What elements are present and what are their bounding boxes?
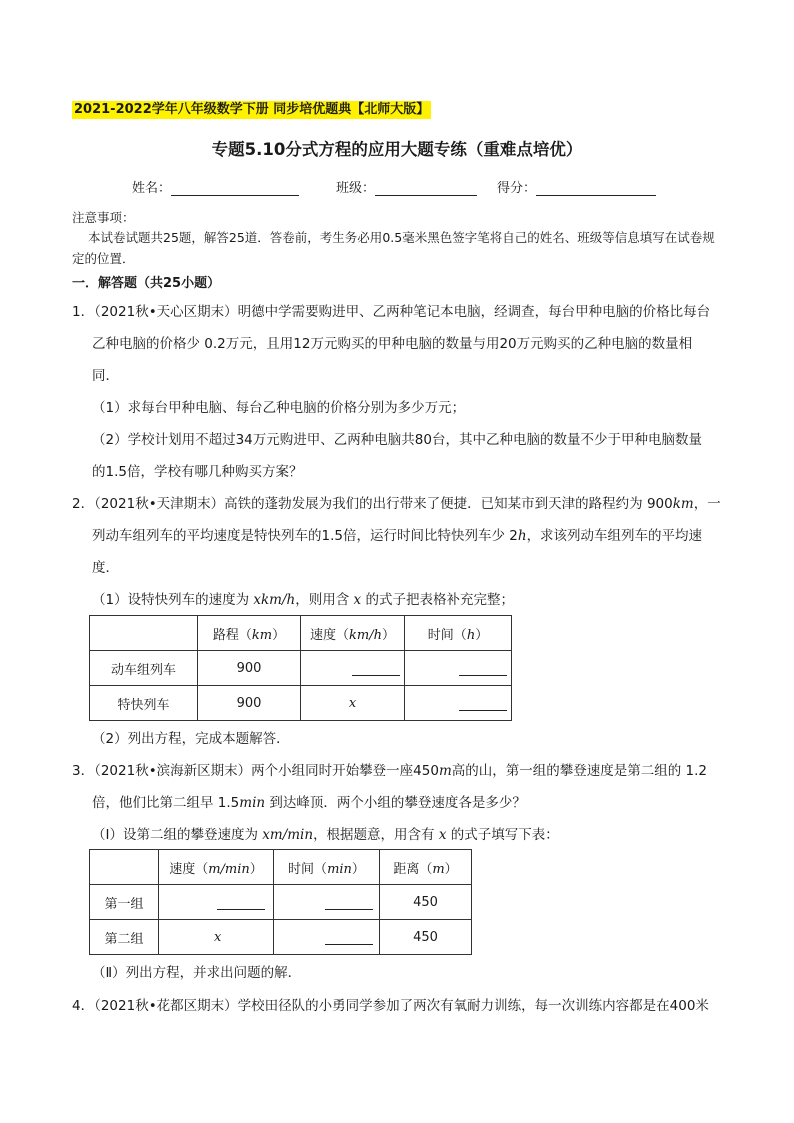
table-cell-speed: x xyxy=(301,686,405,721)
q2-unit-km: km xyxy=(672,496,694,512)
section-heading: 一．解答题（共25小题） xyxy=(72,276,221,291)
q3-sub1-end: 的式子填写下表： xyxy=(446,827,559,843)
q3-x: x xyxy=(438,827,447,843)
q2-sub2: （2）列出方程，完成本题解答． xyxy=(92,731,290,747)
table-header-speed: 速度（km/h） xyxy=(301,616,405,651)
table-cell-label: 第一组 xyxy=(90,885,159,920)
q3-sub2: （Ⅱ）列出方程，并求出问题的解． xyxy=(92,965,302,981)
q2-table xyxy=(89,615,512,721)
q2-line2 xyxy=(92,526,702,546)
q3-sub1-mid: ，根据题意，用含有 xyxy=(313,827,439,843)
series-title: 2021-2022学年八年级数学下册 同步培优题典【北师大版】 xyxy=(74,102,430,117)
table-cell-speed: x xyxy=(159,920,274,955)
answer-blank xyxy=(459,699,507,711)
q3-line2-end: 到达峰顶．两个小组的攀登速度各是多少？ xyxy=(265,795,526,811)
q3-unit-min: min xyxy=(239,795,266,811)
q1-line1: 1．（2021秋•天心区期末）明德中学需要购进甲、乙两种笔记本电脑，经调查，每台甲种电脑的价格比每台 xyxy=(72,304,711,320)
q3-table xyxy=(89,849,472,955)
q4-line1: 4．（2021秋•花都区期末）学校田径队的小勇同学参加了两次有氧耐力训练，每一次训练内容都是在400米 xyxy=(72,998,709,1014)
q3-unit-m: m xyxy=(438,763,452,779)
q2-line1 xyxy=(72,494,721,514)
q2-line1-text: 2．（2021秋•天津期末）高铁的蓬勃发展为我们的出行带来了便捷．已知某市到天津的路程约为 900 xyxy=(72,496,673,512)
table-row xyxy=(90,885,472,920)
score-field xyxy=(497,177,656,196)
notice-heading: 注意事项： xyxy=(72,210,135,225)
table-cell-blank xyxy=(159,885,274,920)
table-cell-distance: 450 xyxy=(380,920,472,955)
table-cell xyxy=(90,616,198,651)
q3-line2-text: 倍，他们比第二组早 1.5 xyxy=(92,795,240,811)
table-cell-route: 900 xyxy=(198,686,301,721)
q2-x: x xyxy=(353,592,362,608)
q1-sub2a: （2）学校计划用不超过34万元购进甲、乙两种电脑共80台，其中乙种电脑的数量不少于甲种电脑数量 xyxy=(92,432,702,448)
table-cell xyxy=(90,850,159,885)
class-field xyxy=(336,177,477,196)
q3-line2 xyxy=(92,793,526,813)
score-line xyxy=(536,182,656,196)
name-label: 姓名： xyxy=(132,181,172,196)
answer-blank xyxy=(325,933,373,945)
q3-line1-end: 高的山，第一组的攀登速度是第二组的 1.2 xyxy=(451,763,708,779)
table-row xyxy=(90,850,472,885)
table-cell-route: 900 xyxy=(198,651,301,686)
table-cell-label: 第二组 xyxy=(90,920,159,955)
q3-sub1 xyxy=(92,825,559,845)
table-header-route: 路程（km） xyxy=(198,616,301,651)
table-cell-blank xyxy=(405,651,512,686)
table-cell-blank xyxy=(274,920,380,955)
q3-line1-text: 3．（2021秋•滨海新区期末）两个小组同时开始攀登一座450 xyxy=(72,763,439,779)
answer-blank xyxy=(459,664,507,676)
q1-sub1: （1）求每台甲种电脑、每台乙种电脑的价格分别为多少万元； xyxy=(92,400,466,416)
q3-line1 xyxy=(72,761,707,781)
table-cell-distance: 450 xyxy=(380,885,472,920)
q1-sub2b: 的1.5倍，学校有哪几种购买方案？ xyxy=(92,464,303,480)
page-title: 专题5.10分式方程的应用大题专练（重难点培优） xyxy=(211,140,583,159)
name-field xyxy=(132,177,299,196)
table-row xyxy=(90,616,512,651)
answer-blank xyxy=(217,898,265,910)
class-label: 班级： xyxy=(336,181,376,196)
q2-line3: 度． xyxy=(92,560,119,576)
table-cell-blank xyxy=(301,651,405,686)
q2-unit-h: h xyxy=(517,528,527,544)
q2-sub1 xyxy=(92,590,514,610)
table-header-speed: 速度（m/min） xyxy=(159,850,274,885)
table-cell-label: 动车组列车 xyxy=(90,651,198,686)
name-line xyxy=(171,182,299,196)
table-row xyxy=(90,920,472,955)
q2-line2-text: 列动车组列车的平均速度是特快列车的1.5倍，运行时间比特快列车少 2 xyxy=(92,528,518,544)
table-row xyxy=(90,686,512,721)
notice-body: 本试卷试题共25题，解答25道．答卷前，考生务必用0.5毫米黑色签字笔将自己的姓名、班级等信息填写在试卷规定的位置． xyxy=(72,230,715,266)
table-cell-label: 特快列车 xyxy=(90,686,198,721)
q3-sub1-text: （Ⅰ）设第二组的攀登速度为 xyxy=(92,827,263,843)
table-header-time: 时间（h） xyxy=(405,616,512,651)
q2-sub1-text: （1）设特快列车的速度为 xyxy=(92,592,254,608)
answer-blank xyxy=(325,898,373,910)
q2-sub1-end: 的式子把表格补充完整； xyxy=(361,592,514,608)
q2-var: xkm/h xyxy=(253,592,296,608)
q2-line1-end: ，一 xyxy=(693,496,721,512)
q2-line2-end: ，求该列动车组列车的平均速 xyxy=(526,528,703,544)
q1-line3: 同． xyxy=(92,368,119,384)
class-line xyxy=(375,182,477,196)
table-cell-blank xyxy=(274,885,380,920)
q2-sub1-mid: ，则用含 xyxy=(295,592,354,608)
table-cell-blank xyxy=(405,686,512,721)
table-row xyxy=(90,651,512,686)
q3-var: xm/min xyxy=(262,827,314,843)
answer-blank xyxy=(352,664,400,676)
table-header-time: 时间（min） xyxy=(274,850,380,885)
table-header-distance: 距离（m） xyxy=(380,850,472,885)
q1-line2: 乙种电脑的价格少 0.2万元，且用12万元购买的甲种电脑的数量与用20万元购买的乙种电脑的数量相 xyxy=(92,336,693,352)
score-label: 得分： xyxy=(497,181,537,196)
